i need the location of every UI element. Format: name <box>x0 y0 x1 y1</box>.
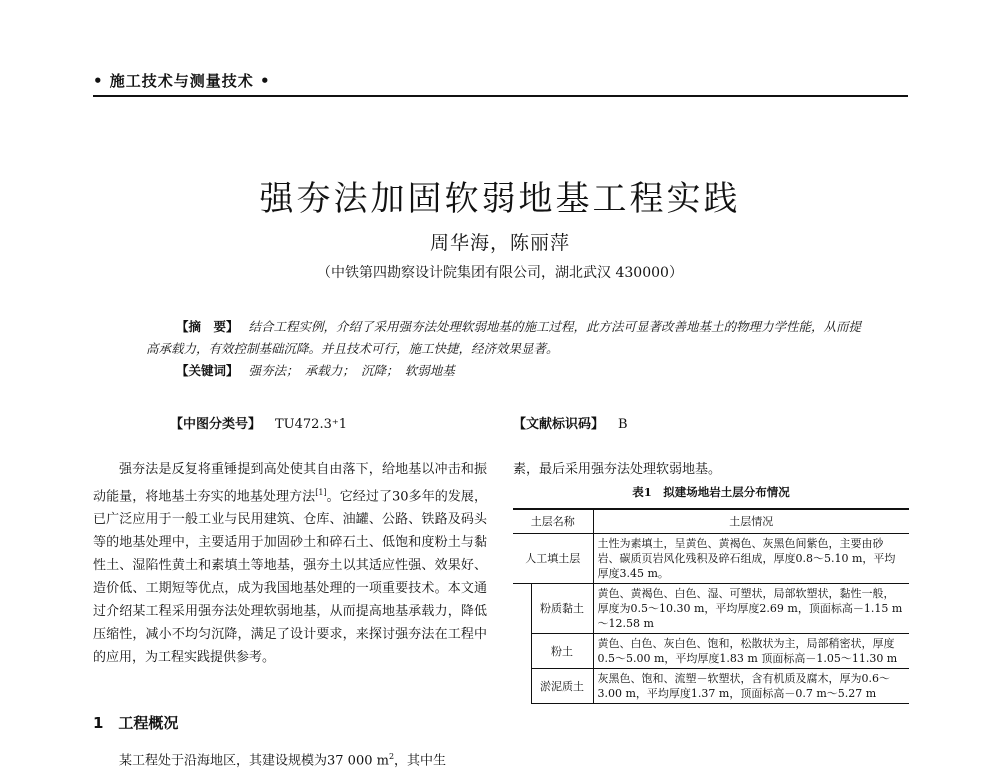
section-header: • 施工技术与测量技术 • <box>93 72 271 90</box>
table-cell-name: 淤泥质土 <box>531 669 593 704</box>
table-caption: 表1 拟建场地岩土层分布情况 <box>632 485 790 499</box>
doc-code-line <box>513 413 628 432</box>
abstract-label: 【摘 要】 <box>176 319 239 334</box>
paper-affiliation: （中铁第四勘察设计院集团有限公司，湖北武汉 430000） <box>317 265 683 281</box>
keywords-label: 【关键词】 <box>176 363 239 378</box>
table-cell-desc: 灰黑色、饱和、流塑－软塑状，含有机质及腐木，厚为0.6～3.00 m，平均厚度1.37 m，顶面标高－0.7 m～5.27 m <box>593 669 909 704</box>
right-paragraph: 素，最后采用强夯法处理软弱地基。 <box>513 462 722 477</box>
section-1-text: 某工程处于沿海地区，其建设规模为37 000 m <box>119 753 389 769</box>
paper-title: 强夯法加固软弱地基工程实践 <box>259 178 741 219</box>
clc-value: TU472.3⁺1 <box>275 417 347 432</box>
clc-label: 【中图分类号】 <box>170 417 262 432</box>
soil-table <box>513 508 909 704</box>
header-rule <box>93 95 908 97</box>
doc-code-label: 【文献标识码】 <box>513 417 605 432</box>
table-cell-name: 粉土 <box>531 634 593 669</box>
intro-text-rest: 。它经过了30多年的发展，已广泛应用于一般工业与民用建筑、仓库、油罐、公路、铁路及码头等的地基处理中，主要适用于加固砂土和碎石土、低饱和度粉土与黏性土、湿陷性黄土和素填土等地基，强夯土以其适应性强、效果好、造价低、工期短等优点，成为我国地基处理的一项重要技术。本文通过介绍某工程采用强夯法处理软弱地基，从而提高地基承载力，降低压缩性，减小不均匀沉降，满足了设计要求，来探讨强夯法在工程中的应用，为工程实践提供参考。 <box>93 489 487 666</box>
table-cell-name: 粉质黏土 <box>531 584 593 634</box>
abstract-block <box>146 316 866 360</box>
table-row <box>513 669 909 704</box>
section-1-heading: 1 工程概况 <box>93 714 179 732</box>
clc-line <box>170 413 347 432</box>
table-header-row <box>513 509 909 534</box>
table-cell-name: 人工填土层 <box>513 534 593 584</box>
table-cell-desc: 黄色、白色、灰白色、饱和，松散状为主，局部稍密状，厚度0.5～5.00 m，平均厚度1.83 m 顶面标高－1.05～11.30 m <box>593 634 909 669</box>
intro-citation: [1] <box>315 488 327 497</box>
paper-authors: 周华海，陈丽萍 <box>429 232 570 254</box>
section-1-paragraph <box>93 745 487 772</box>
table-header-name: 土层名称 <box>513 509 593 534</box>
table-row <box>513 634 909 669</box>
intro-paragraph <box>93 458 487 669</box>
abstract <box>146 316 866 382</box>
keywords-block <box>146 360 866 382</box>
table-cell-desc: 土性为素填土，呈黄色、黄褐色、灰黑色间紫色，主要由砂岩、碳质页岩风化残积及碎石组成，厚度0.8～5.10 m，平均厚度3.45 m。 <box>593 534 909 584</box>
table-row <box>513 534 909 584</box>
section-1-tail: ，其中生 <box>394 753 447 769</box>
table-row <box>513 584 909 634</box>
doc-code-value: B <box>618 417 628 432</box>
section-1-sup: 2 <box>388 752 395 761</box>
abstract-text: 结合工程实例，介绍了采用强夯法处理软弱地基的施工过程，此方法可显著改善地基土的物理力学性能，从而提高承载力，有效控制基础沉降。并且技术可行，施工快捷，经济效果显著。 <box>146 319 862 356</box>
table-group-cell <box>513 584 531 704</box>
keywords-text: 强夯法； 承载力； 沉降； 软弱地基 <box>248 363 455 378</box>
table-header-desc: 土层情况 <box>593 509 909 534</box>
intro-text: 强夯法是反复将重锤提到高处使其自由落下，给地基以冲击和振动能量，将地基土夯实的地基处理方法 <box>93 462 487 505</box>
table-cell-desc: 黄色、黄褐色、白色、湿、可塑状，局部软塑状，黏性一般，厚度为0.5～10.30 m，平均厚度2.69 m，顶面标高－1.15 m～12.58 m <box>593 584 909 634</box>
